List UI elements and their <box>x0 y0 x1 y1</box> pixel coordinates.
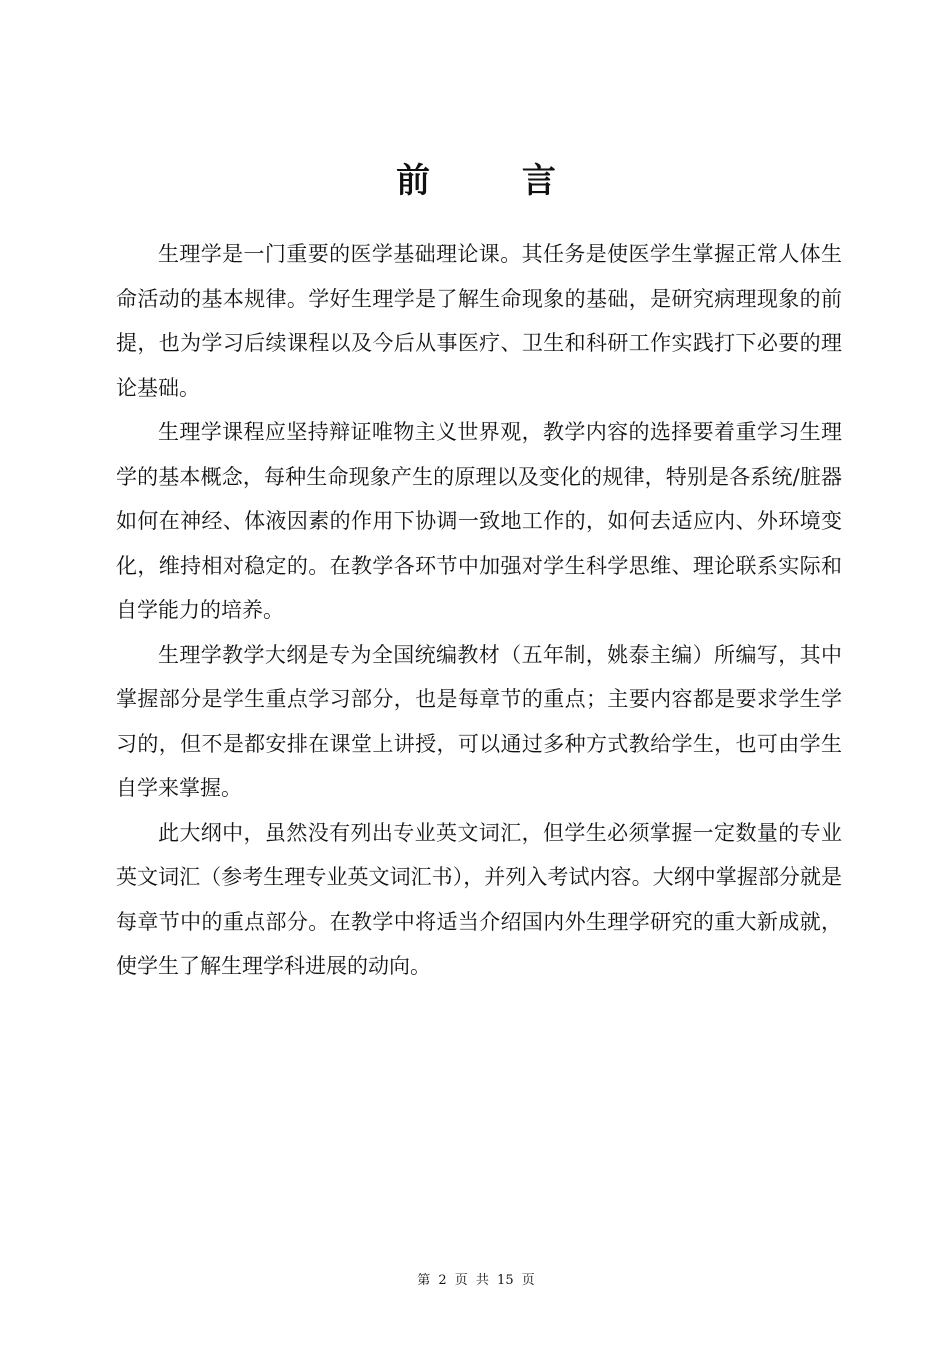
paragraph-1: 生理学是一门重要的医学基础理论课。其任务是使医学生掌握正常人体生命活动的基本规律。学好生理学是了解生命现象的基础，是研究病理现象的前提，也为学习后续课程以及今后从事医疗、卫生和科研工作实践打下必要的理论基础。 <box>116 242 842 400</box>
paragraph-3: 生理学教学大纲是专为全国统编教材（五年制，姚泰主编）所编写，其中掌握部分是学生重点学习部分，也是每章节的重点；主要内容都是要求学生学习的，但不是都安排在课堂上讲授，可以通过多种方式教给学生，也可由学生自学来掌握。 <box>116 642 842 800</box>
page-number-footer: 第 2 页 共 15 页 <box>417 1273 535 1288</box>
page-title: 前 言 <box>396 160 596 201</box>
paragraph-4: 此大纲中，虽然没有列出专业英文词汇，但学生必须掌握一定数量的专业英文词汇（参考生理专业英文词汇书），并列入考试内容。大纲中掌握部分就是每章节中的重点部分。在教学中将适当介绍国内外生理学研究的重大新成就，使学生了解生理学科进展的动向。 <box>116 820 842 978</box>
document-body <box>116 232 842 989</box>
paragraph-2: 生理学课程应坚持辩证唯物主义世界观，教学内容的选择要着重学习生理学的基本概念，每种生命现象产生的原理以及变化的规律，特别是各系统/脏器如何在神经、体液因素的作用下协调一致地工作的，如何去适应内、外环境变化，维持相对稳定的。在教学各环节中加强对学生科学思维、理论联系实际和自学能力的培养。 <box>116 420 842 622</box>
